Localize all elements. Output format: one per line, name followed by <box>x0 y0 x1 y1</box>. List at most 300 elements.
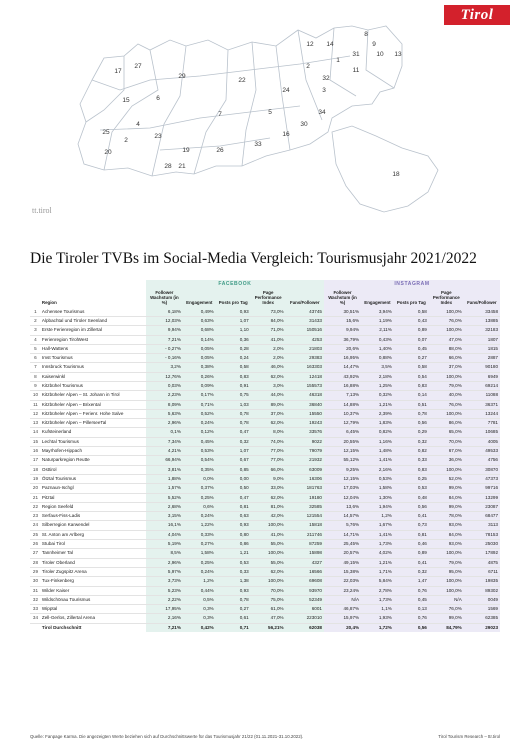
fb-value: 0,17% <box>183 391 216 400</box>
region-name: Hall-Wattens <box>41 344 146 353</box>
region-name: Mayrhofen-Hippach <box>41 447 146 456</box>
ig-value: 86,0% <box>429 419 464 428</box>
ig-value: 0,81 <box>394 530 429 539</box>
fb-value: 0,45% <box>183 437 216 446</box>
map-label-19: 19 <box>182 147 190 154</box>
region-name: Achensee Tourismus <box>41 308 146 317</box>
ig-value: 30870 <box>464 465 500 474</box>
fb-value: 3,0% <box>251 381 286 390</box>
fb-value: 71,0% <box>251 326 286 335</box>
ig-value: 0,07 <box>394 335 429 344</box>
table-row <box>30 326 500 335</box>
map-label-9: 9 <box>372 41 376 48</box>
ig-value: 52,0% <box>429 474 464 483</box>
ig-value: 5,84% <box>361 577 394 586</box>
fb-value: 2,0% <box>251 344 286 353</box>
ig-value: 99,0% <box>429 502 464 511</box>
fb-value: 87259 <box>286 540 324 549</box>
ig-value: 25,45% <box>324 540 361 549</box>
ig-value: 78153 <box>464 530 500 539</box>
map-label-3: 3 <box>322 87 326 94</box>
ig-value: 0,25 <box>394 474 429 483</box>
table-row <box>30 456 500 465</box>
ig-value: 13885 <box>464 316 500 325</box>
region-header: Region <box>41 300 57 306</box>
ig-value: 20,55% <box>324 437 361 446</box>
fb-value: 155573 <box>286 381 324 390</box>
fb-value: 1,07 <box>216 447 251 456</box>
ig-value: 7,13% <box>324 391 361 400</box>
table-row <box>30 335 500 344</box>
ig-value: 0,76 <box>394 586 429 595</box>
fb-value: 81,0% <box>251 502 286 511</box>
ig-value: 1,21% <box>361 558 394 567</box>
fb-value: 0,53 <box>216 558 251 567</box>
map-label-8: 8 <box>364 31 368 38</box>
fb-value: 0,86 <box>216 540 251 549</box>
ig-value: 1,67% <box>361 521 394 530</box>
map-label-13: 13 <box>394 51 402 58</box>
row-number: 32 <box>30 595 41 604</box>
ig-value: 62385 <box>464 614 500 623</box>
ig-value: 66,0% <box>429 354 464 363</box>
region-name: Kufsteinerland <box>41 428 146 437</box>
ig-value: 49533 <box>464 447 500 456</box>
fb-value: 46,0% <box>251 363 286 372</box>
fb-value: 2,16% <box>146 614 183 623</box>
fb-value: 0,35% <box>183 465 216 474</box>
ig-value: 2,39% <box>361 409 394 418</box>
region-name: Kitzbüheler Alpen – Ferienr. Hohe Salve <box>41 409 146 418</box>
fb-value: 5,63% <box>146 409 183 418</box>
fb-value: 1,07 <box>216 316 251 325</box>
fb-value: 16,1% <box>146 521 183 530</box>
fb-value: 1,03 <box>216 400 251 409</box>
map-label-6: 6 <box>156 95 160 102</box>
ig-value: 0,32 <box>394 437 429 446</box>
ig-value: 0,43 <box>394 316 429 325</box>
ig-value: 14,88% <box>324 400 361 409</box>
fb-value: 0,47 <box>216 493 251 502</box>
fb-follower-header: Follower Wachstum (in %) <box>146 290 183 308</box>
fb-value: 2,96% <box>146 558 183 567</box>
ig-value: 0,53 <box>394 484 429 493</box>
ig-value: 88,0% <box>429 344 464 353</box>
fb-value: 66,0% <box>251 465 286 474</box>
ig-value: 93,0% <box>429 540 464 549</box>
ig-value: 1,2% <box>361 512 394 521</box>
row-number: 28 <box>30 558 41 567</box>
ig-value: 13299 <box>464 493 500 502</box>
fb-value: 5,97% <box>146 567 183 576</box>
fb-fans-header: Fans/Follower <box>286 290 324 308</box>
map-label-4: 4 <box>136 121 140 128</box>
row-number: 18 <box>30 465 41 474</box>
ig-value: 11088 <box>464 391 500 400</box>
ig-value: 49,15% <box>324 558 361 567</box>
ig-value: 0,73 <box>394 521 429 530</box>
ig-value: 1,41% <box>361 530 394 539</box>
fb-value: 31433 <box>286 316 324 325</box>
fb-value: 0,58 <box>216 363 251 372</box>
row-number: 6 <box>30 354 41 363</box>
region-name: Wildschönau Tourismus <box>41 595 146 604</box>
fb-value: 63009 <box>286 465 324 474</box>
fb-value: 0,91 <box>216 381 251 390</box>
fb-value: 0,44% <box>183 586 216 595</box>
fb-value: 0,67 <box>216 456 251 465</box>
fb-value: 211746 <box>286 530 324 539</box>
fb-value: 0,24% <box>183 512 216 521</box>
ig-value: 1,48% <box>361 447 394 456</box>
region-name: Kitzbühel Tourismus <box>41 381 146 390</box>
fb-value: 19243 <box>286 419 324 428</box>
fb-value: 8,09% <box>146 400 183 409</box>
fb-value: 3,73% <box>146 577 183 586</box>
fb-value: 163303 <box>286 363 324 372</box>
row-number: 34 <box>30 614 41 623</box>
region-name: Kitzbüheler Alpen – St. Johann in Tirol <box>41 391 146 400</box>
ig-value: 16,95% <box>324 354 361 363</box>
fb-value: 8,5% <box>146 549 183 558</box>
fb-value: 9022 <box>286 437 324 446</box>
nr-header <box>30 290 41 308</box>
ig-value: 79,0% <box>429 558 464 567</box>
ig-value: 0,51 <box>394 400 429 409</box>
fb-value: 37,0% <box>251 409 286 418</box>
fb-value: 0,33% <box>183 530 216 539</box>
map-label-24: 24 <box>282 87 290 94</box>
ig-value: 1569 <box>464 605 500 614</box>
ig-value: 0,43% <box>361 335 394 344</box>
fb-value: - 0,16% <box>146 354 183 363</box>
ig-fans-header: Fans/Follower <box>464 290 500 308</box>
map-label-17: 17 <box>114 68 122 75</box>
fb-value: 4327 <box>286 558 324 567</box>
region-name: Kitzbüheler Alpen – Brixental <box>41 400 146 409</box>
ig-value: 30,51% <box>324 308 361 317</box>
ig-performance-header: Page Performance Index <box>429 290 464 308</box>
ig-value: 0,58 <box>394 308 429 317</box>
ig-value: 1,58% <box>361 484 394 493</box>
ig-value: 76,0% <box>429 605 464 614</box>
fb-value: 2,96% <box>146 419 183 428</box>
table-row <box>30 428 500 437</box>
map-label-33: 33 <box>254 141 262 148</box>
fb-value: 17,95% <box>146 605 183 614</box>
ig-value: 0,41 <box>394 512 429 521</box>
ig-value: 70,0% <box>429 437 464 446</box>
fb-value: 66,94% <box>146 456 183 465</box>
map-label-14: 14 <box>326 41 334 48</box>
ig-value: 36,0% <box>429 456 464 465</box>
ig-value: 0,33 <box>394 456 429 465</box>
ig-value: 40,0% <box>429 391 464 400</box>
ig-value: 17892 <box>464 549 500 558</box>
fb-value: 0,14% <box>183 335 216 344</box>
fb-value: 32585 <box>286 502 324 511</box>
ig-value: 3,5% <box>361 363 394 372</box>
region-name: Lechtal Tourismus <box>41 437 146 446</box>
fb-value: 100,0% <box>251 577 286 586</box>
fb-value: 0,50 <box>216 484 251 493</box>
fb-value: 12,76% <box>146 372 183 381</box>
fb-value: 12418 <box>286 372 324 381</box>
fb-value: 0,68% <box>183 326 216 335</box>
page-title: Die Tiroler TVBs im Social-Media Vergleich: Tourismusjahr 2021/2022 <box>30 250 477 267</box>
fb-value: 7,21% <box>146 623 183 632</box>
row-number: 29 <box>30 567 41 576</box>
fb-value: 0,80 <box>216 530 251 539</box>
ig-value: 0,45 <box>394 595 429 604</box>
ig-value: 1,47 <box>394 577 429 586</box>
ig-value: 0,53% <box>361 474 394 483</box>
ig-value: 1807 <box>464 335 500 344</box>
ig-value: 32183 <box>464 326 500 335</box>
ig-value: 100,0% <box>429 549 464 558</box>
row-number: 13 <box>30 419 41 428</box>
table-row <box>30 316 500 325</box>
ig-value: 0,29 <box>394 428 429 437</box>
fb-value: 100,0% <box>251 521 286 530</box>
fb-value: 0,33 <box>216 567 251 576</box>
ig-value: 1,94% <box>361 502 394 511</box>
map-label-15: 15 <box>122 97 130 104</box>
fb-value: 1,22% <box>183 521 216 530</box>
map-label-34: 34 <box>318 109 326 116</box>
ig-value: 4756 <box>464 456 500 465</box>
fb-value: 0,81 <box>216 502 251 511</box>
fb-value: 0,63 <box>216 512 251 521</box>
ig-value: 90180 <box>464 363 500 372</box>
fb-value: 0,71% <box>183 400 216 409</box>
fb-value: 1,21 <box>216 549 251 558</box>
map-label-27: 27 <box>134 63 142 70</box>
tirol-region-map <box>0 0 520 232</box>
region-name: Tiroler Oberland <box>41 558 146 567</box>
source-footnote: Quelle: Fanpage Karma. Die angezeigten Werte beziehen sich auf Durchschnittswerte für das Tourismusjahr 21/22 (01.11.2021-31.10.2022). <box>30 734 304 739</box>
fb-value: 0,85 <box>216 465 251 474</box>
fb-value: 223010 <box>286 614 324 623</box>
fb-value: 0,5% <box>183 595 216 604</box>
map-svg <box>0 0 520 232</box>
fb-value: 8,0% <box>251 428 286 437</box>
ig-value: 9,94% <box>324 326 361 335</box>
table-row <box>30 474 500 483</box>
ig-value: 2,18% <box>361 372 394 381</box>
ig-value: 3113 <box>464 521 500 530</box>
fb-value: 0,78 <box>216 419 251 428</box>
ig-value: 0,56 <box>394 419 429 428</box>
ig-value: 0,58 <box>394 363 429 372</box>
ig-value: 93,0% <box>429 521 464 530</box>
fb-value: 1,58% <box>183 549 216 558</box>
ig-value: 16,88% <box>324 381 361 390</box>
fb-value: 0,42% <box>183 623 216 632</box>
row-number: 1 <box>30 308 41 317</box>
row-number: 4 <box>30 335 41 344</box>
table-row <box>30 409 500 418</box>
row-number: 12 <box>30 409 41 418</box>
fb-value: 181763 <box>286 484 324 493</box>
ig-value: 0,32% <box>361 391 394 400</box>
region-name: Erste Ferienregion im Zillertal <box>41 326 146 335</box>
ig-value: 33458 <box>464 308 500 317</box>
ig-value: 1815 <box>464 344 500 353</box>
fb-value: - 0,27% <box>146 344 183 353</box>
ig-value: 14,47% <box>324 363 361 372</box>
fb-value: 3,2% <box>146 363 183 372</box>
ig-value: 99,0% <box>429 614 464 623</box>
fb-value: 12,03% <box>146 316 183 325</box>
region-name: Ötztal Tourismus <box>41 474 146 483</box>
region-name: Stubai Tirol <box>41 540 146 549</box>
fb-value: 42,0% <box>251 512 286 521</box>
ig-value: 10,37% <box>324 409 361 418</box>
fb-value: 52349 <box>286 595 324 604</box>
table-row <box>30 502 500 511</box>
fb-value: 121554 <box>286 512 324 521</box>
map-label-25: 25 <box>102 129 110 136</box>
fb-value: 2,22% <box>146 595 183 604</box>
map-label-2-west: 2 <box>124 137 128 144</box>
ig-value: 25030 <box>464 540 500 549</box>
map-label-23: 23 <box>154 133 162 140</box>
fb-value: 0,49% <box>183 308 216 317</box>
ig-value: 0,78 <box>394 409 429 418</box>
ig-value: 1,83% <box>361 419 394 428</box>
ig-value: 12,79% <box>324 419 361 428</box>
ig-value: 0,76 <box>394 614 429 623</box>
table-row <box>30 400 500 409</box>
row-number: 15 <box>30 437 41 446</box>
ig-engagement-header: Engagement <box>361 290 394 308</box>
fb-value: 0,28 <box>216 344 251 353</box>
table-row <box>30 558 500 567</box>
row-number: 5 <box>30 344 41 353</box>
table-row <box>30 614 500 623</box>
ig-value: 17,03% <box>324 484 361 493</box>
map-label-7: 7 <box>218 111 222 118</box>
footer-organization: Tirol Tourism Research – ttr.tirol <box>438 734 500 739</box>
instagram-group-header: INSTAGRAM <box>324 280 500 290</box>
ig-value: 0,56 <box>394 502 429 511</box>
ig-value: 1,93% <box>361 614 394 623</box>
ig-value: 10685 <box>464 428 500 437</box>
map-label-12: 12 <box>306 41 314 48</box>
fb-value: 29383 <box>286 354 324 363</box>
table-row <box>30 567 500 576</box>
ig-value: 84,79% <box>429 623 464 632</box>
fb-value: 1,88% <box>146 474 183 483</box>
ig-value: 14,57% <box>324 512 361 521</box>
ig-value: 1,21% <box>361 400 394 409</box>
total-row <box>30 623 500 632</box>
map-label-32: 32 <box>322 75 330 82</box>
region-name: Naturparkregion Reutte <box>41 456 146 465</box>
fb-value: 93970 <box>286 586 324 595</box>
ig-value: 1,72% <box>361 623 394 632</box>
region-name: Zell-Gerlos, Zillertal Arena <box>41 614 146 623</box>
region-name: Tux-Finkenberg <box>41 577 146 586</box>
ig-value: 0,82% <box>361 428 394 437</box>
ig-value: 1,40% <box>361 344 394 353</box>
ig-value: 1,73% <box>361 595 394 604</box>
facebook-group-header: FACEBOOK <box>146 280 324 290</box>
fb-value: 4253 <box>286 335 324 344</box>
ig-value: 76,0% <box>429 400 464 409</box>
row-number: 10 <box>30 391 41 400</box>
ig-value: 89302 <box>464 586 500 595</box>
ig-value: 1,41% <box>361 456 394 465</box>
ig-value: 2,78% <box>361 586 394 595</box>
ig-value: 0,45 <box>394 344 429 353</box>
ig-value: 1,1% <box>361 605 394 614</box>
fb-value: 19180 <box>286 493 324 502</box>
fb-value: 69608 <box>286 577 324 586</box>
fb-value: 0,78 <box>216 595 251 604</box>
row-number: 33 <box>30 605 41 614</box>
region-name: Alpbachtal und Tiroler Seenland <box>41 316 146 325</box>
region-name: Wilder Kaiser <box>41 586 146 595</box>
fb-value: 9,0% <box>251 474 286 483</box>
fb-value: 6001 <box>286 605 324 614</box>
ig-value: 0,89 <box>394 326 429 335</box>
fb-value: 100,0% <box>251 549 286 558</box>
fb-value: 0,03% <box>146 381 183 390</box>
row-number <box>30 623 41 632</box>
ig-value: 100,0% <box>429 465 464 474</box>
fb-value: 2,0% <box>251 354 286 363</box>
map-label-20: 20 <box>104 149 112 156</box>
east-tirol-outline <box>332 126 438 212</box>
region-name: Silberregion Karwendel <box>41 521 146 530</box>
fb-value: 62,0% <box>251 493 286 502</box>
fb-value: 56,21% <box>251 623 286 632</box>
map-label-1: 1 <box>336 57 340 64</box>
fb-engagement-header: Engagement <box>183 290 216 308</box>
fb-value: 16566 <box>286 567 324 576</box>
ig-value: 4005 <box>464 437 500 446</box>
ig-value: 99716 <box>464 484 500 493</box>
ig-value: 100,0% <box>429 326 464 335</box>
ig-value: 13244 <box>464 409 500 418</box>
fb-value: 44,0% <box>251 391 286 400</box>
ig-value: 36371 <box>464 400 500 409</box>
row-number: 21 <box>30 493 41 502</box>
row-number: 9 <box>30 381 41 390</box>
ig-posts-header: Posts pro Tag <box>394 290 429 308</box>
ig-value: 5,76% <box>324 521 361 530</box>
fb-value: 55,0% <box>251 558 286 567</box>
ig-value: N/A <box>324 595 361 604</box>
fb-value: 0,3% <box>183 614 216 623</box>
table-row <box>30 493 500 502</box>
region-name: Wipptal <box>41 605 146 614</box>
table-row <box>30 512 500 521</box>
table-row <box>30 447 500 456</box>
ig-value: 12,15% <box>324 447 361 456</box>
fb-value: 0,1% <box>146 428 183 437</box>
ig-value: 14,71% <box>324 530 361 539</box>
ig-value: 0,27 <box>394 354 429 363</box>
fb-value: 62,0% <box>251 372 286 381</box>
ig-value: 22,03% <box>324 577 361 586</box>
fb-value: 3,81% <box>146 465 183 474</box>
table-row <box>30 437 500 446</box>
table-row <box>30 391 500 400</box>
fb-value: 1,38 <box>216 577 251 586</box>
